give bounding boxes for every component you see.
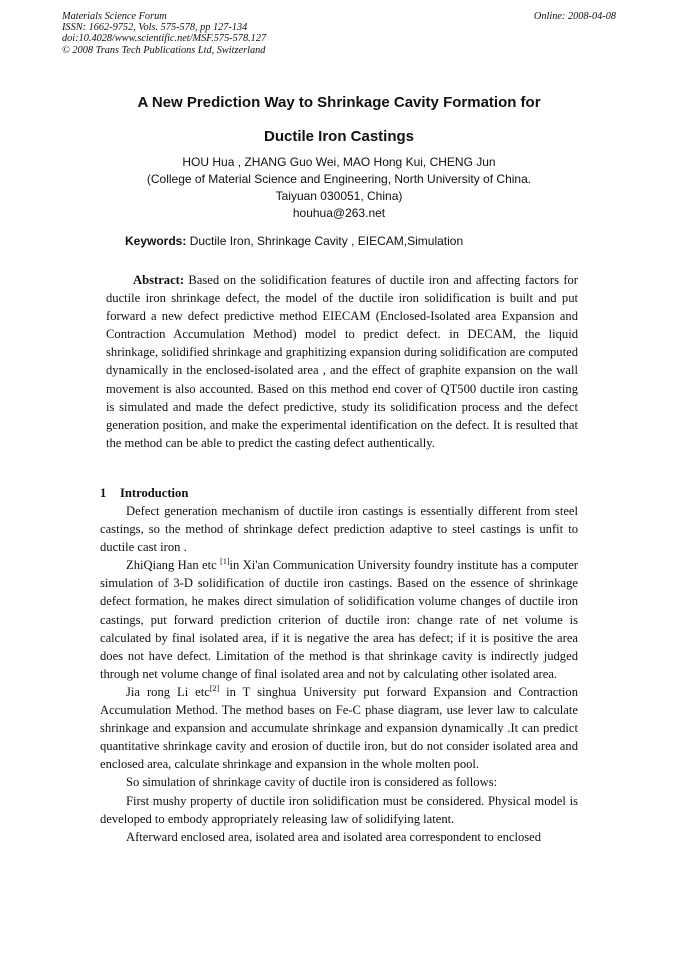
online-date: Online: 2008-04-08 [533,11,616,22]
paragraph-3 [100,683,578,773]
paragraph-6: Afterward enclosed area, isolated area and isolated area correspondent to enclosed [126,829,542,844]
paragraph-4: So simulation of shrinkage cavity of ductile iron is considered as follows: [126,775,498,790]
abstract-text: Based on the solidification features of ductile iron and affecting factors for ductile iron shrinkage defect, the model of the ductile iron solidification is built and put forward a new defect predictive method EIECAM (Enclosed-Isolated area Expansion and Contraction Accumulation Method) model to predict defect. in DECAM, the liquid shrinkage, solidified shrinkage and graphitizing expansion during solidification are computed dynamically in the enclosed-isolated area , and the effect of graphite expansion on the wall movement is also accounted. Based on this method end cover of QT500 ductile iron casting is simulated and made the defect predictive, study its solidification process and the defect generation position, and make the experimental identification on the defect. It is resulted that the method can be able to predict the casting defect authentically. [106,273,578,450]
section-title: Introduction [120,486,189,500]
doi-line: doi:10.4028/www.scientific.net/MSF.575-578.127 [62,33,267,45]
abstract-label: Abstract: [133,273,185,287]
journal-header [62,11,616,56]
paragraph-2-rest: in Xi'an Communication University foundry institute has a computer simulation of 3-D solidification of ductile iron castings. Based on the essence of shrinkage defect formation, he makes direct simulation of solidification volume changes of ductile iron castings, put forward prediction criterion of ductile iron: change rate of net volume is calculated by final isolated area, if it is negative the area has defect; if it is positive the area does not have defect. Limitation of the method is that shrinkage cavity is indirectly judged through net volume change of final isolated area and not by calculating other isolated area. [100,558,578,681]
citation-1: [1] [220,557,230,567]
paper-title-line-2: Ductile Iron Castings [263,128,415,145]
keywords-text: Ductile Iron, Shrinkage Cavity , EIECAM,Simulation [186,234,464,248]
section-number: 1 [100,486,107,500]
paragraph-3-rest: in T singhua University put forward Expansion and Contraction Accumulation Method. The method bases on Fe-C phase diagram, use lever law to calculate shrinkage and expansion and accumulate shrinkage and expansion dynamically .It can predict quantitative shrinkage cavity and erosion of ductile iron, but do not consider isolated area and enclosed area, calculate shrinkage and expansion in the whole molten pool. [100,684,578,772]
author-block [40,154,638,222]
paper-title-line-1: A New Prediction Way to Shrinkage Cavity Formation for [137,94,541,111]
affiliation-line-2: Taiyuan 030051, China) [275,189,403,203]
author-email: houhua@263.net [292,206,386,220]
body-text [100,502,578,846]
paragraph-5: First mushy property of ductile iron solidification must be considered. Physical model is developed to embody appropriately releasing law of solidifying latent. [100,793,578,826]
paragraph-2 [100,556,578,683]
issn-line: ISSN: 1662-9752, Vols. 575-578, pp 127-134 [62,22,248,34]
paragraph-1: Defect generation mechanism of ductile iron castings is essentially different from steel castings, so the method of shrinkage defect prediction adaptive to steel castings is unfit to ductile cast iron . [100,504,578,555]
paragraph-3-start: Jia rong Li etc [126,684,210,699]
affiliation-line-1: (College of Material Science and Engineering, North University of China. [146,172,532,186]
journal-name: Materials Science Forum [62,11,167,22]
keywords-label: Keywords: [125,234,187,248]
copyright-line: © 2008 Trans Tech Publications Ltd, Switzerland [62,44,266,56]
authors: HOU Hua , ZHANG Guo Wei, MAO Hong Kui, CHENG Jun [182,155,496,169]
citation-2: [2] [209,683,220,693]
abstract [106,271,578,452]
paragraph-2-start: ZhiQiang Han etc [126,558,221,573]
section-heading [100,486,188,501]
keywords [125,234,618,248]
